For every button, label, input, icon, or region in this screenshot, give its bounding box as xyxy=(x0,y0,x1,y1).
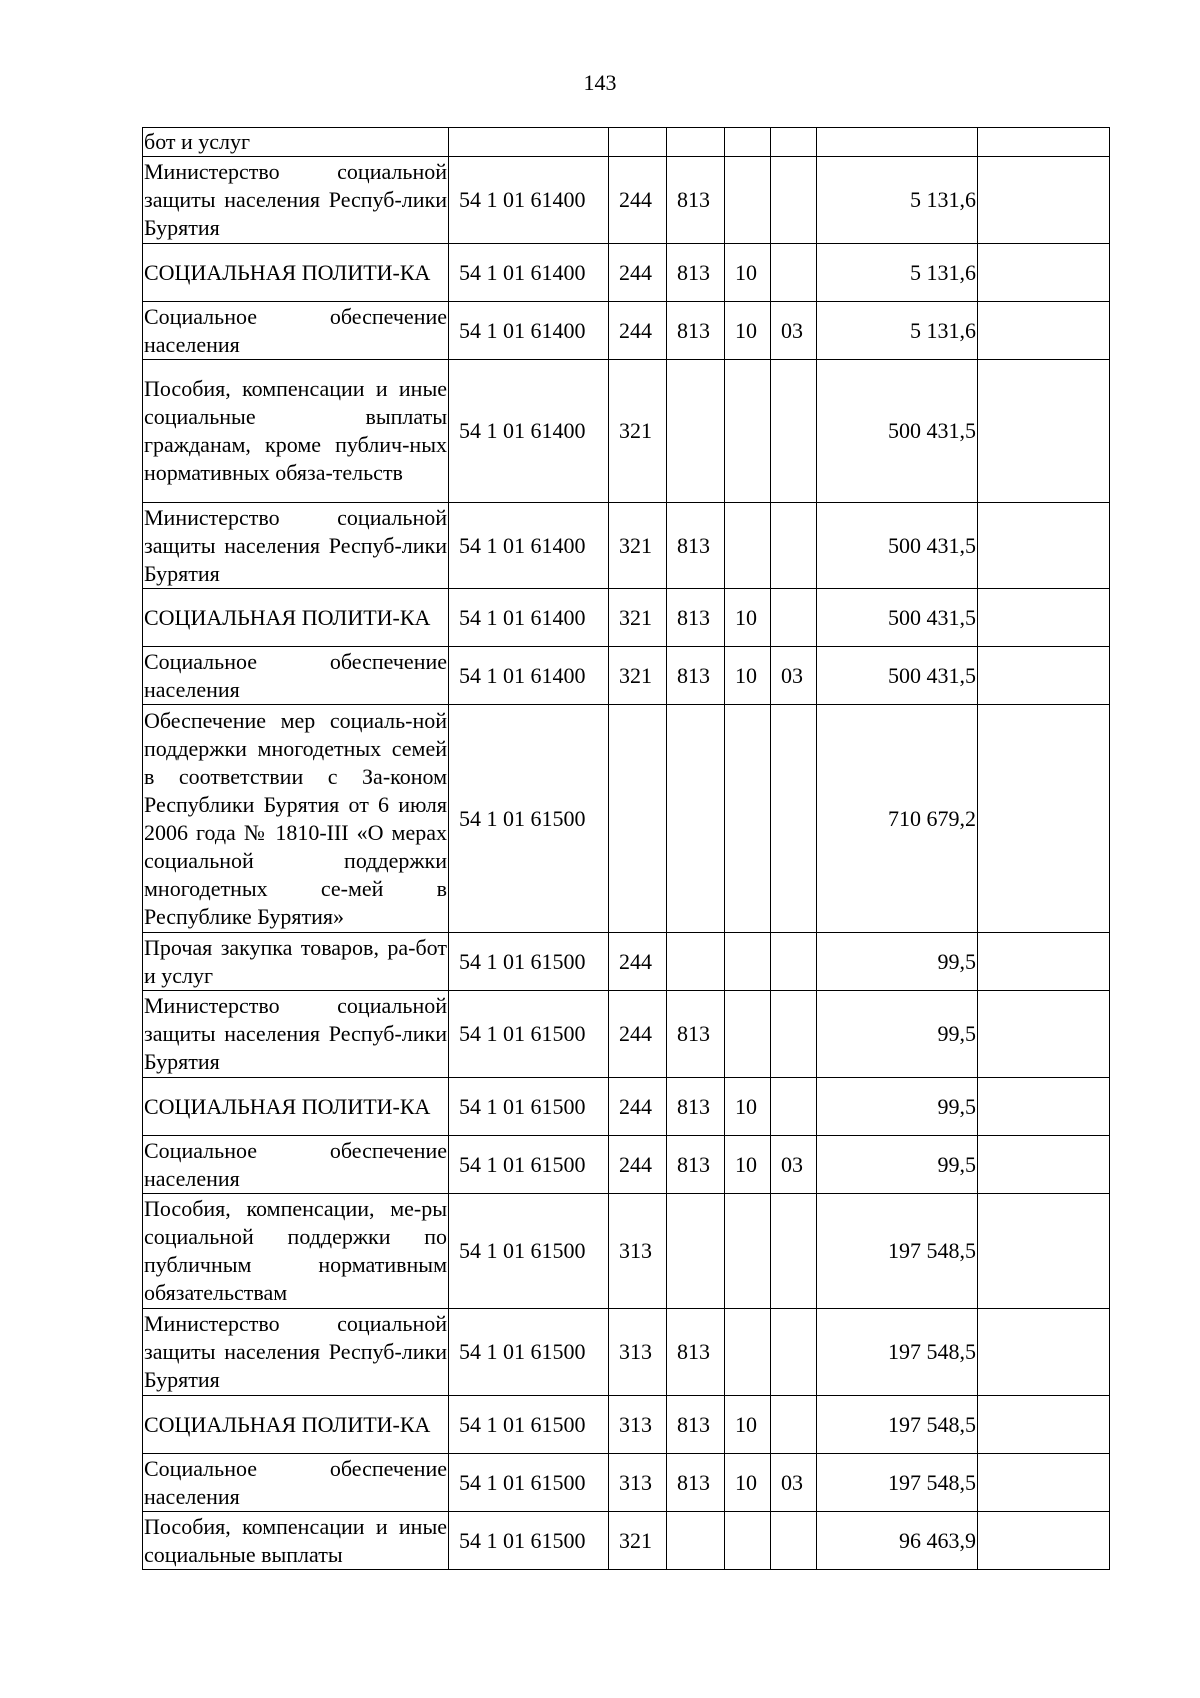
row-name-cell: Министерство социальной защиты населения Респуб-лики Бурятия xyxy=(143,991,449,1078)
row-name-cell: Пособия, компенсации, ме-ры социальной поддержки по публичным нормативным обязательствам xyxy=(143,1194,449,1309)
subsection-cell xyxy=(771,1078,817,1136)
subsection-cell: 03 xyxy=(771,1454,817,1512)
target-article-cell xyxy=(449,128,609,157)
row-name-cell: Социальное обеспечение населения xyxy=(143,647,449,705)
page-number: 143 xyxy=(583,70,617,95)
amount-cell: 99,5 xyxy=(817,991,978,1078)
expense-type-cell: 244 xyxy=(609,1136,667,1194)
expense-type-cell: 313 xyxy=(609,1396,667,1454)
administrator-code-cell: 813 xyxy=(667,647,725,705)
table-row xyxy=(143,705,1110,933)
row-name-cell: Социальное обеспечение населения xyxy=(143,1136,449,1194)
amount-cell: 99,5 xyxy=(817,933,978,991)
row-name-cell: Обеспечение мер социаль-ной поддержки многодетных семей в соответствии с За-коном Республики Бурятия от 6 июля 2006 года № 1810-III «О мерах социальной поддержки многодетных се-мей в Республике Бурятия» xyxy=(143,705,449,933)
section-cell xyxy=(725,933,771,991)
table-row xyxy=(143,589,1110,647)
row-name-cell: Социальное обеспечение населения xyxy=(143,1454,449,1512)
administrator-code-cell: 813 xyxy=(667,1078,725,1136)
table-row xyxy=(143,1078,1110,1136)
row-name-cell: СОЦИАЛЬНАЯ ПОЛИТИ-КА xyxy=(143,589,449,647)
empty-cell xyxy=(978,1136,1110,1194)
target-article-cell: 54 1 01 61400 xyxy=(449,503,609,589)
administrator-code-cell xyxy=(667,128,725,157)
administrator-code-cell xyxy=(667,1512,725,1570)
subsection-cell xyxy=(771,360,817,503)
administrator-code-cell: 813 xyxy=(667,589,725,647)
target-article-cell: 54 1 01 61500 xyxy=(449,1309,609,1396)
amount-cell: 500 431,5 xyxy=(817,360,978,503)
expense-type-cell: 321 xyxy=(609,360,667,503)
expense-type-cell: 313 xyxy=(609,1194,667,1309)
table-row xyxy=(143,157,1110,244)
section-cell xyxy=(725,705,771,933)
subsection-cell xyxy=(771,503,817,589)
amount-cell: 500 431,5 xyxy=(817,589,978,647)
table-row xyxy=(143,1454,1110,1512)
subsection-cell xyxy=(771,589,817,647)
table-row xyxy=(143,1194,1110,1309)
empty-cell xyxy=(978,1512,1110,1570)
target-article-cell: 54 1 01 61500 xyxy=(449,991,609,1078)
expense-type-cell: 321 xyxy=(609,1512,667,1570)
amount-cell: 197 548,5 xyxy=(817,1194,978,1309)
administrator-code-cell xyxy=(667,360,725,503)
expense-type-cell: 321 xyxy=(609,503,667,589)
target-article-cell: 54 1 01 61400 xyxy=(449,157,609,244)
table-row xyxy=(143,1396,1110,1454)
expense-type-cell: 313 xyxy=(609,1454,667,1512)
subsection-cell xyxy=(771,933,817,991)
empty-cell xyxy=(978,128,1110,157)
row-name-cell: Министерство социальной защиты населения Респуб-лики Бурятия xyxy=(143,1309,449,1396)
row-name-cell: Министерство социальной защиты населения Респуб-лики Бурятия xyxy=(143,503,449,589)
administrator-code-cell: 813 xyxy=(667,157,725,244)
target-article-cell: 54 1 01 61400 xyxy=(449,647,609,705)
empty-cell xyxy=(978,157,1110,244)
administrator-code-cell xyxy=(667,705,725,933)
section-cell: 10 xyxy=(725,1078,771,1136)
budget-table-body xyxy=(143,128,1110,1570)
target-article-cell: 54 1 01 61500 xyxy=(449,1136,609,1194)
empty-cell xyxy=(978,1396,1110,1454)
target-article-cell: 54 1 01 61500 xyxy=(449,1078,609,1136)
subsection-cell xyxy=(771,244,817,302)
expense-type-cell: 313 xyxy=(609,1309,667,1396)
administrator-code-cell xyxy=(667,933,725,991)
amount-cell: 99,5 xyxy=(817,1136,978,1194)
subsection-cell xyxy=(771,1194,817,1309)
amount-cell: 197 548,5 xyxy=(817,1309,978,1396)
expense-type-cell xyxy=(609,128,667,157)
administrator-code-cell xyxy=(667,1194,725,1309)
target-article-cell: 54 1 01 61500 xyxy=(449,1454,609,1512)
expense-type-cell: 321 xyxy=(609,647,667,705)
administrator-code-cell: 813 xyxy=(667,302,725,360)
table-row xyxy=(143,244,1110,302)
target-article-cell: 54 1 01 61400 xyxy=(449,302,609,360)
section-cell: 10 xyxy=(725,302,771,360)
empty-cell xyxy=(978,647,1110,705)
expense-type-cell: 244 xyxy=(609,991,667,1078)
subsection-cell xyxy=(771,1512,817,1570)
subsection-cell xyxy=(771,157,817,244)
subsection-cell: 03 xyxy=(771,1136,817,1194)
empty-cell xyxy=(978,1194,1110,1309)
subsection-cell: 03 xyxy=(771,647,817,705)
row-name-cell: Социальное обеспечение населения xyxy=(143,302,449,360)
subsection-cell xyxy=(771,705,817,933)
administrator-code-cell: 813 xyxy=(667,1454,725,1512)
amount-cell: 5 131,6 xyxy=(817,302,978,360)
administrator-code-cell: 813 xyxy=(667,1136,725,1194)
empty-cell xyxy=(978,503,1110,589)
table-row xyxy=(143,1136,1110,1194)
subsection-cell xyxy=(771,1309,817,1396)
empty-cell xyxy=(978,1078,1110,1136)
expense-type-cell: 244 xyxy=(609,302,667,360)
subsection-cell xyxy=(771,991,817,1078)
amount-cell: 500 431,5 xyxy=(817,503,978,589)
empty-cell xyxy=(978,589,1110,647)
row-name-cell: бот и услуг xyxy=(143,128,449,157)
subsection-cell: 03 xyxy=(771,302,817,360)
row-name-cell: Пособия, компенсации и иные социальные выплаты гражданам, кроме публич-ных нормативных обяза-тельств xyxy=(143,360,449,503)
amount-cell: 99,5 xyxy=(817,1078,978,1136)
row-name-cell: СОЦИАЛЬНАЯ ПОЛИТИ-КА xyxy=(143,1396,449,1454)
target-article-cell: 54 1 01 61500 xyxy=(449,1194,609,1309)
row-name-cell: Министерство социальной защиты населения Респуб-лики Бурятия xyxy=(143,157,449,244)
administrator-code-cell: 813 xyxy=(667,991,725,1078)
table-row xyxy=(143,503,1110,589)
table-row xyxy=(143,128,1110,157)
section-cell: 10 xyxy=(725,647,771,705)
table-row xyxy=(143,991,1110,1078)
empty-cell xyxy=(978,302,1110,360)
section-cell xyxy=(725,991,771,1078)
amount-cell: 500 431,5 xyxy=(817,647,978,705)
administrator-code-cell: 813 xyxy=(667,1309,725,1396)
table-row xyxy=(143,1309,1110,1396)
section-cell: 10 xyxy=(725,1454,771,1512)
target-article-cell: 54 1 01 61400 xyxy=(449,589,609,647)
section-cell: 10 xyxy=(725,589,771,647)
budget-table xyxy=(142,127,1110,1570)
amount-cell: 5 131,6 xyxy=(817,157,978,244)
table-row xyxy=(143,647,1110,705)
section-cell: 10 xyxy=(725,1396,771,1454)
amount-cell: 96 463,9 xyxy=(817,1512,978,1570)
amount-cell: 197 548,5 xyxy=(817,1454,978,1512)
section-cell xyxy=(725,360,771,503)
section-cell: 10 xyxy=(725,244,771,302)
empty-cell xyxy=(978,360,1110,503)
row-name-cell: СОЦИАЛЬНАЯ ПОЛИТИ-КА xyxy=(143,244,449,302)
amount-cell: 197 548,5 xyxy=(817,1396,978,1454)
section-cell xyxy=(725,157,771,244)
empty-cell xyxy=(978,1309,1110,1396)
administrator-code-cell: 813 xyxy=(667,503,725,589)
row-name-cell: Прочая закупка товаров, ра-бот и услуг xyxy=(143,933,449,991)
administrator-code-cell: 813 xyxy=(667,244,725,302)
empty-cell xyxy=(978,705,1110,933)
administrator-code-cell: 813 xyxy=(667,1396,725,1454)
section-cell xyxy=(725,1512,771,1570)
amount-cell: 710 679,2 xyxy=(817,705,978,933)
expense-type-cell: 321 xyxy=(609,589,667,647)
row-name-cell: Пособия, компенсации и иные социальные выплаты xyxy=(143,1512,449,1570)
section-cell xyxy=(725,1194,771,1309)
target-article-cell: 54 1 01 61500 xyxy=(449,705,609,933)
empty-cell xyxy=(978,244,1110,302)
empty-cell xyxy=(978,991,1110,1078)
subsection-cell xyxy=(771,1396,817,1454)
empty-cell xyxy=(978,1454,1110,1512)
section-cell xyxy=(725,128,771,157)
target-article-cell: 54 1 01 61400 xyxy=(449,360,609,503)
row-name-cell: СОЦИАЛЬНАЯ ПОЛИТИ-КА xyxy=(143,1078,449,1136)
target-article-cell: 54 1 01 61500 xyxy=(449,1512,609,1570)
expense-type-cell xyxy=(609,705,667,933)
expense-type-cell: 244 xyxy=(609,244,667,302)
amount-cell: 5 131,6 xyxy=(817,244,978,302)
table-row xyxy=(143,360,1110,503)
table-row xyxy=(143,302,1110,360)
table-row xyxy=(143,933,1110,991)
expense-type-cell: 244 xyxy=(609,933,667,991)
table-row xyxy=(143,1512,1110,1570)
target-article-cell: 54 1 01 61400 xyxy=(449,244,609,302)
amount-cell xyxy=(817,128,978,157)
section-cell: 10 xyxy=(725,1136,771,1194)
empty-cell xyxy=(978,933,1110,991)
target-article-cell: 54 1 01 61500 xyxy=(449,1396,609,1454)
expense-type-cell: 244 xyxy=(609,1078,667,1136)
subsection-cell xyxy=(771,128,817,157)
expense-type-cell: 244 xyxy=(609,157,667,244)
section-cell xyxy=(725,1309,771,1396)
target-article-cell: 54 1 01 61500 xyxy=(449,933,609,991)
section-cell xyxy=(725,503,771,589)
